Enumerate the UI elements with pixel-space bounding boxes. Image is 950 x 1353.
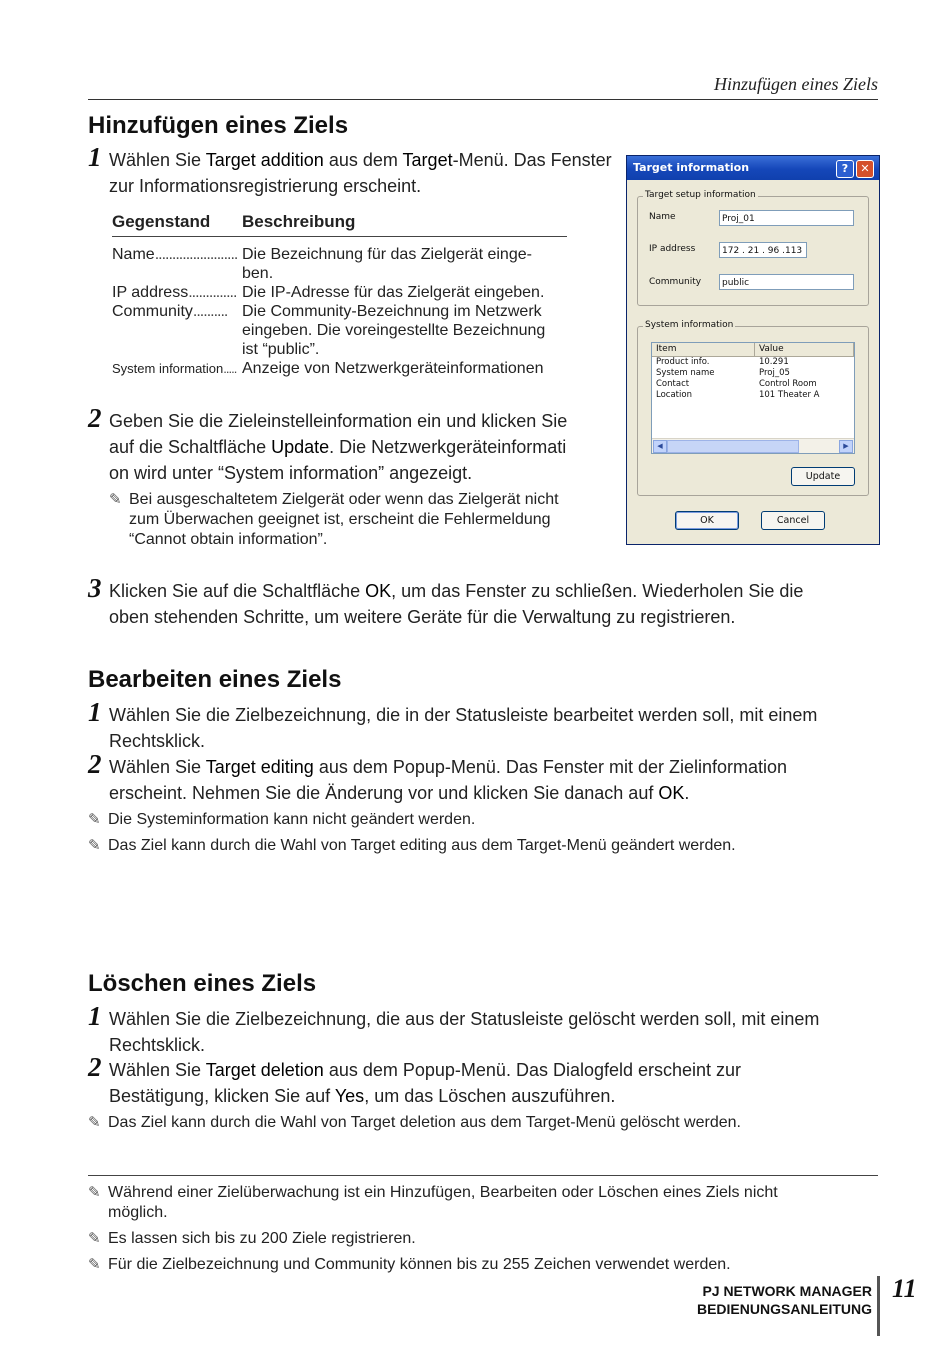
pencil-icon: ✎ [88, 1114, 101, 1131]
system-info-list[interactable] [651, 342, 855, 454]
horizontal-scrollbar[interactable] [652, 438, 854, 453]
row-key: System information [112, 361, 224, 376]
step-number: 2 [88, 403, 102, 433]
running-title: Hinzufügen eines Ziels [714, 74, 878, 94]
row-key: IP address [112, 284, 189, 301]
ui-term: Target addition [205, 150, 324, 170]
column-header[interactable]: Value [755, 343, 854, 356]
step-text: Wählen Sie die Zielbezeichnung, die aus der Statusleiste gelöscht werden soll, mit einem Rechtsklick. [109, 1009, 820, 1055]
list-header [652, 343, 854, 357]
note: ✎ Die Systeminformation kann nicht geändert werden. [88, 811, 476, 828]
step-text: Wählen Sie Target editing aus dem Popup-Menü. Das Fenster mit der Zielinformation erscheint. Nehmen Sie die Änderung vor und klicken Sie danach auf OK. [109, 757, 788, 803]
column-header: Gegenstand [112, 212, 211, 231]
help-button[interactable]: ? [836, 160, 854, 178]
step-text: Wählen Sie Target deletion aus dem Popup-Menü. Das Dialogfeld erscheint zur Bestätigung, klicken Sie auf Yes, um das Löschen auszuführen. [109, 1060, 742, 1106]
step-text: Geben Sie die Zieleinstelleinformation ein und klicken Sie auf die Schaltfläche Update. Die Netzwerkgeräteinformati on wird unter “System information” angezeigt. [109, 411, 568, 483]
step-number: 2 [88, 749, 102, 779]
ui-term: Target editing [205, 757, 314, 777]
ip-label: IP address [649, 244, 696, 254]
ui-term: Target deletion [205, 1060, 324, 1080]
scroll-thumb[interactable] [667, 440, 799, 453]
ui-term: Yes [334, 1086, 365, 1106]
table-row: IP address.............. Die IP-Adresse für das Zielgerät eingeben. [112, 283, 567, 302]
step-number: 3 [88, 573, 102, 603]
list-item[interactable]: Contact Control Room [656, 379, 817, 389]
row-key: Name [112, 246, 155, 263]
manual-title: PJ NETWORK MANAGER BEDIENUNGSANLEITUNG [696, 1283, 872, 1317]
dialog-title: Target information [627, 156, 879, 180]
pencil-icon: ✎ [88, 1230, 101, 1247]
step-text: Klicken Sie auf die Schaltfläche OK, um das Fenster zu schließen. Wiederholen Sie die oben stehenden Schritte, um weitere Geräte für die Verwaltung zu registrieren. [109, 581, 804, 627]
list-item[interactable]: System name Proj_05 [656, 368, 790, 378]
step-number: 2 [88, 1052, 102, 1082]
cancel-button[interactable]: Cancel [761, 511, 825, 530]
list-item[interactable]: Location 101 Theater A [656, 390, 820, 400]
description-table [112, 212, 567, 378]
step-text: Wählen Sie Target addition aus dem Target-Menü. Das Fenster zur Informationsregistrierung erscheint. [109, 150, 612, 196]
update-button[interactable]: Update [791, 467, 855, 486]
table-row: System information..... Anzeige von Netzwerkgeräteinformationen [112, 359, 567, 378]
group-legend: Target setup information [645, 190, 756, 200]
ok-button[interactable]: OK [675, 511, 739, 530]
pencil-icon: ✎ [88, 837, 101, 854]
ip-address-input[interactable]: 172 . 21 . 96 .113 [719, 242, 807, 258]
ui-term: OK [658, 783, 685, 803]
step-number: 1 [88, 142, 102, 172]
table-row: Community.......... Die Community-Bezeichnung im Netzwerk eingeben. Die voreingestellte Bezeichnung ist “public”. [112, 302, 567, 359]
pencil-icon: ✎ [88, 811, 101, 828]
row-value: Die IP-Adresse für das Zielgerät eingeben. [242, 284, 545, 301]
step-number: 1 [88, 697, 102, 727]
group-legend: System information [645, 320, 734, 330]
column-header: Beschreibung [242, 212, 356, 231]
section-title-add: Hinzufügen eines Ziels [88, 112, 349, 139]
table-row: Name........................ Die Bezeichnung für das Zielgerät einge- ben. [112, 245, 567, 283]
ui-term: Update [271, 437, 330, 457]
community-input[interactable]: public [719, 274, 854, 290]
note: ✎ Das Ziel kann durch die Wahl von Target deletion aus dem Target-Menü gelöscht werden. [88, 1114, 741, 1131]
target-information-dialog [626, 155, 880, 545]
footnote: ✎ Während einer Zielüberwachung ist ein Hinzufügen, Bearbeiten oder Löschen eines Ziels nicht möglich. [88, 1184, 778, 1221]
note: ✎ Das Ziel kann durch die Wahl von Target editing aus dem Target-Menü geändert werden. [88, 837, 736, 854]
name-label: Name [649, 212, 676, 222]
community-label: Community [649, 277, 702, 287]
scroll-left-icon[interactable]: ◀ [653, 440, 667, 453]
row-key: Community [112, 303, 193, 320]
row-value: Die Community-Bezeichnung im Netzwerk [242, 303, 542, 320]
ui-term: Target [402, 150, 453, 170]
step-text: Wählen Sie die Zielbezeichnung, die in der Statusleiste bearbeitet werden soll, mit einem Rechtsklick. [109, 705, 818, 751]
row-value: Anzeige von Netzwerkgeräteinformationen [242, 360, 544, 377]
section-title-edit: Bearbeiten eines Ziels [88, 666, 342, 693]
pencil-icon: ✎ [88, 1184, 101, 1201]
ui-term: OK [365, 581, 392, 601]
row-value: Die Bezeichnung für das Zielgerät einge- [242, 246, 532, 263]
footnote-rule [88, 1175, 878, 1176]
name-input[interactable]: Proj_01 [719, 210, 854, 226]
footer-divider [877, 1276, 880, 1336]
list-item[interactable]: Product info. 10.291 [656, 357, 789, 367]
column-header[interactable]: Item [652, 343, 755, 356]
pencil-icon: ✎ [109, 491, 122, 508]
page-number: 11 [892, 1274, 917, 1303]
step-number: 1 [88, 1001, 102, 1031]
table-header [112, 212, 567, 237]
section-title-delete: Löschen eines Ziels [88, 970, 317, 997]
footnote: ✎ Für die Zielbezeichnung und Community können bis zu 255 Zeichen verwendet werden. [88, 1256, 731, 1273]
scroll-right-icon[interactable]: ▶ [839, 440, 853, 453]
footnote: ✎ Es lassen sich bis zu 200 Ziele registrieren. [88, 1230, 416, 1247]
pencil-icon: ✎ [88, 1256, 101, 1273]
header-rule [88, 99, 878, 100]
close-button[interactable]: ✕ [856, 160, 874, 178]
note: ✎ Bei ausgeschaltetem Zielgerät oder wenn das Zielgerät nicht zum Überwachen geeignet ist, erscheint die Fehlermeldung “Cannot obtain information”. [109, 491, 559, 548]
